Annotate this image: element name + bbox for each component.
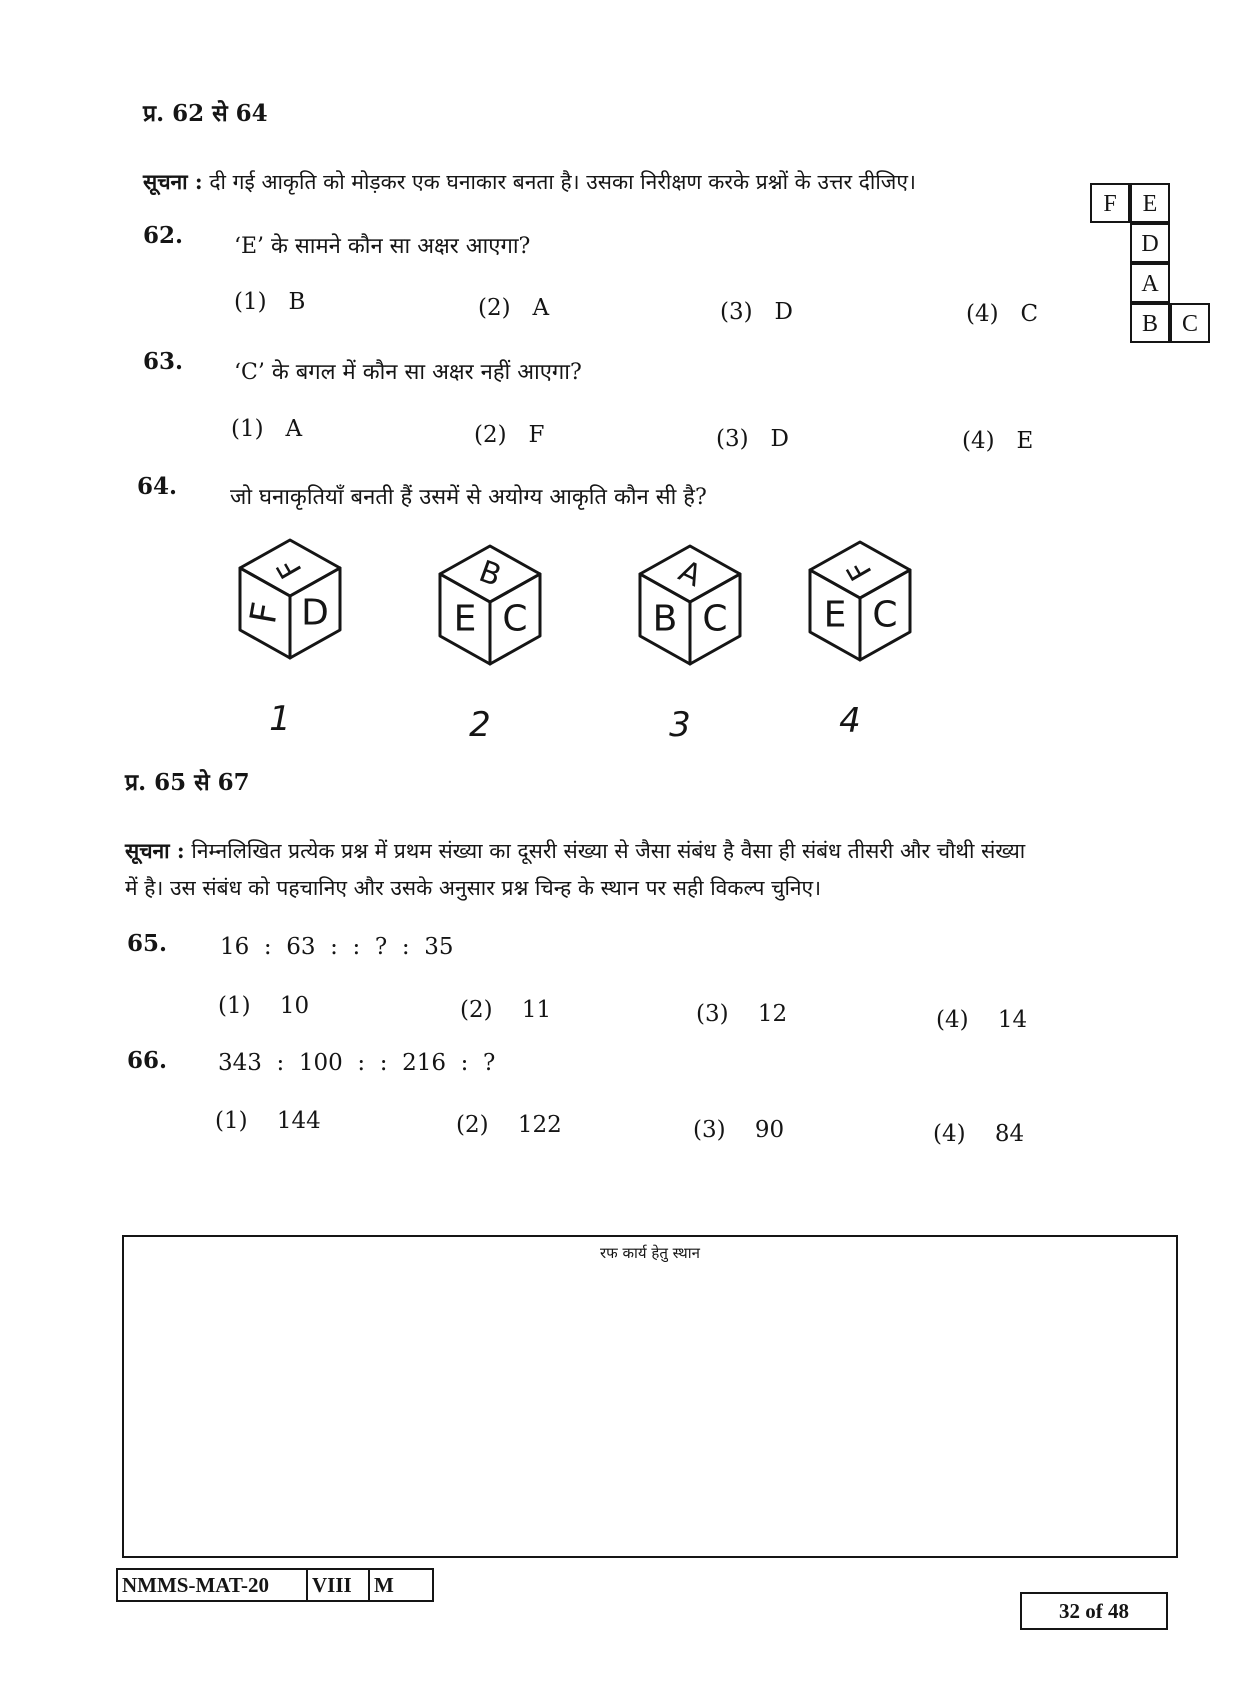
page-number: 32 of 48 [1020, 1592, 1168, 1630]
cube-figure-4 [810, 542, 910, 741]
net-cell-a: A [1130, 263, 1170, 303]
option-65-1: (1) 10 [218, 993, 310, 1019]
cube-4-top-face: F [840, 553, 880, 587]
cube-2-left-face: E [453, 598, 477, 640]
notice2-label: सूचना : [125, 838, 185, 863]
cube-4-right-face: C [872, 594, 898, 636]
question-number-66: 66. [127, 1047, 168, 1074]
question-text-66: 343 : 100 : : 216 : ? [218, 1050, 496, 1076]
cube-4-left-face: E [823, 594, 847, 636]
cube-net [1090, 183, 1215, 373]
cube-figure-3 [640, 546, 740, 745]
question-number-64: 64. [137, 473, 178, 500]
section1-notice [143, 163, 1083, 201]
rough-work-box [122, 1235, 1178, 1558]
net-cell-f: F [1090, 183, 1130, 223]
option-62-3: (3) D [720, 299, 793, 325]
net-cell-d: D [1130, 223, 1170, 263]
cube-2-right-face: C [502, 598, 528, 640]
option-66-4: (4) 84 [933, 1121, 1025, 1147]
cube-figure-1 [240, 540, 340, 739]
question-number-62: 62. [143, 222, 184, 249]
option-65-3: (3) 12 [696, 1001, 788, 1027]
option-66-1: (1) 144 [215, 1108, 321, 1134]
question-text-63: ‘C’ के बगल में कौन सा अक्षर नहीं आएगा? [234, 360, 582, 385]
option-65-2: (2) 11 [460, 997, 552, 1023]
footer-exam-code: NMMS-MAT-20 [116, 1568, 308, 1602]
cube-2-number: 2 [469, 705, 491, 745]
section-header-62-64: प्र. 62 से 64 [143, 100, 268, 127]
cube-3-top-face: A [673, 553, 707, 595]
question-text-64: जो घनाकृतियाँ बनती हैं उसमें से अयोग्य आकृति कौन सी है? [230, 485, 707, 510]
cube-1-right-face: D [301, 592, 329, 634]
section-header-65-67: प्र. 65 से 67 [125, 769, 250, 796]
cube-4-number: 4 [839, 701, 861, 741]
cube-3-right-face: C [702, 598, 728, 640]
option-63-4: (4) E [962, 428, 1034, 454]
cube-1-left-face: F [243, 599, 287, 627]
cube-figures [200, 530, 960, 750]
option-66-2: (2) 122 [456, 1112, 562, 1138]
notice-label: सूचना : [143, 169, 203, 194]
cube-3-number: 3 [669, 705, 691, 745]
cube-1-top-face: F [270, 551, 310, 585]
option-63-2: (2) F [474, 422, 545, 448]
notice2-line1: निम्नलिखित प्रत्येक प्रश्न में प्रथम संख्या का दूसरी संख्या से जैसा संबंध है वैसा ही संबंध तीसरी और चौथी संख्या [191, 839, 1026, 863]
cube-1-number: 1 [269, 699, 291, 739]
option-63-3: (3) D [716, 426, 789, 452]
option-62-1: (1) B [234, 289, 306, 315]
footer-class: VIII [306, 1568, 370, 1602]
net-cell-e: E [1130, 183, 1170, 223]
cube-3-left-face: B [652, 598, 678, 640]
option-62-2: (2) A [478, 295, 550, 321]
rough-work-label: रफ कार्य हेतु स्थान [600, 1244, 700, 1262]
question-text-62: ‘E’ के सामने कौन सा अक्षर आएगा? [234, 234, 531, 259]
net-cell-c: C [1170, 303, 1210, 343]
cube-figure-2 [440, 546, 540, 745]
cube-2-top-face: B [474, 554, 506, 594]
notice2-line2: में है। उस संबंध को पहचानिए और उसके अनुसार प्रश्न चिन्ह के स्थान पर सही विकल्प चुनिए। [125, 876, 822, 900]
option-63-1: (1) A [231, 416, 303, 442]
notice-text: दी गई आकृति को मोड़कर एक घनाकार बनता है। उसका निरीक्षण करके प्रश्नों के उत्तर दीजिए। [209, 170, 916, 194]
footer-medium: M [368, 1568, 434, 1602]
option-62-4: (4) C [966, 301, 1039, 327]
question-number-65: 65. [127, 930, 168, 957]
net-cell-b: B [1130, 303, 1170, 343]
question-text-65: 16 : 63 : : ? : 35 [220, 934, 454, 960]
section2-notice [125, 832, 1205, 907]
option-66-3: (3) 90 [693, 1117, 785, 1143]
option-65-4: (4) 14 [936, 1007, 1028, 1033]
question-number-63: 63. [143, 348, 184, 375]
